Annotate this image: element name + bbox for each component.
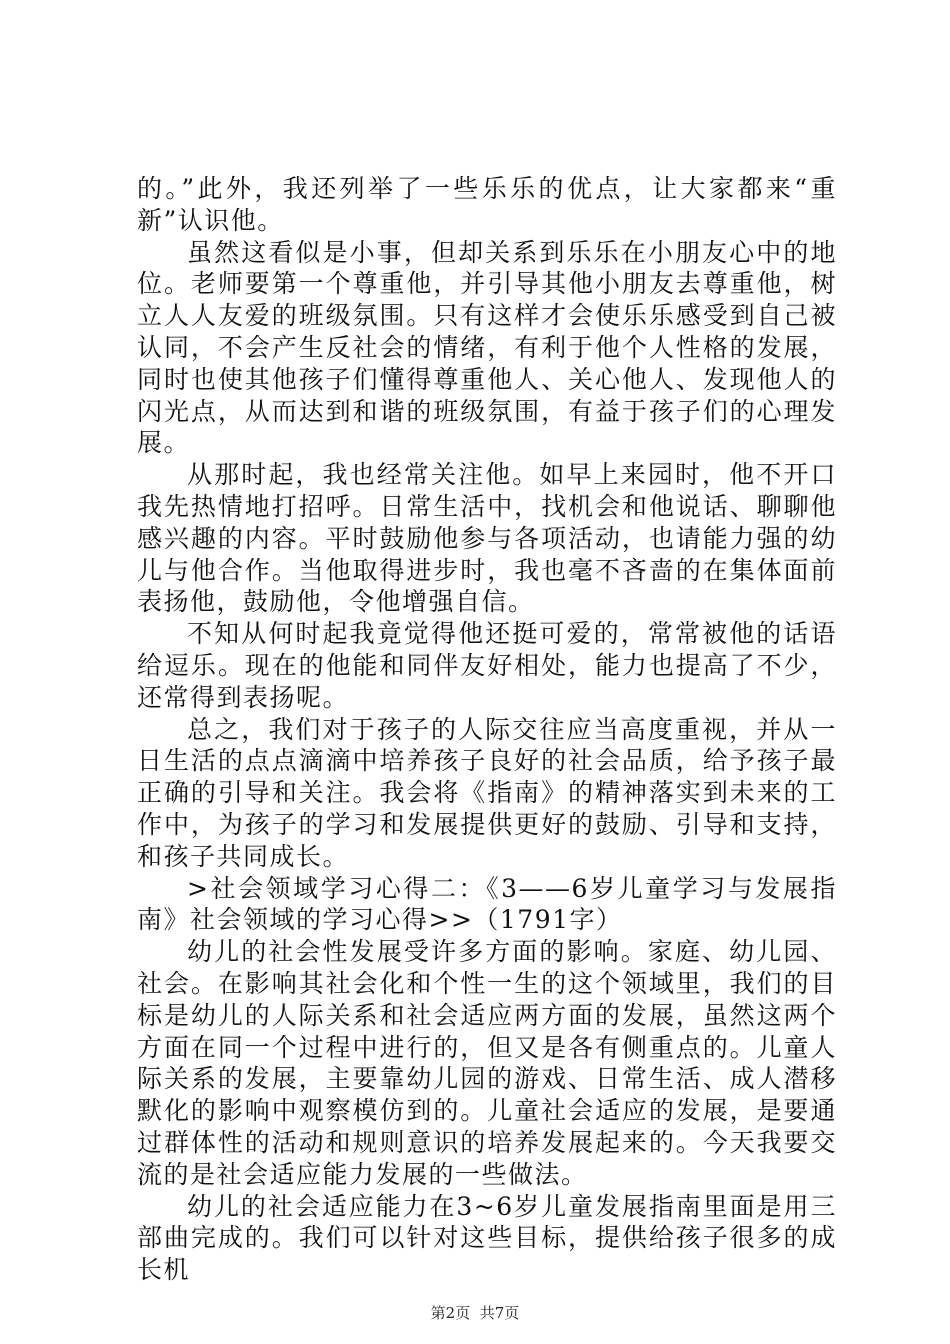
paragraph-1: 的。”此外，我还列举了一些乐乐的优点，让大家都来“重新”认识他。 — [137, 174, 837, 235]
page-total: 共7页 — [479, 1304, 520, 1322]
paragraph-3: 从那时起，我也经常关注他。如早上来园时，他不开口我先热情地打招呼。日常生活中，找机会和他说话、聊聊他感兴趣的内容。平时鼓励他参与各项活动，也请能力强的幼儿与他合作。当他取得进步时，我也毫不吝啬的在集体面前表扬他，鼓励他，令他增强自信。 — [137, 460, 837, 617]
section-heading: >社会领域学习心得二：《3——6岁儿童学习与发展指南》社会领域的学习心得>>（1791字） — [137, 873, 837, 935]
paragraph-8: 幼儿的社会适应能力在3~6岁儿童发展指南里面是用三部曲完成的。我们可以针对这些目标，提供给孩子很多的成长机 — [137, 1191, 837, 1285]
footer-separator — [470, 1304, 480, 1322]
document-body — [137, 173, 837, 1286]
paragraph-4: 不知从何时起我竟觉得他还挺可爱的，常常被他的话语给逗乐。现在的他能和同伴友好相处，能力也提高了不少，还常得到表扬呢。 — [137, 619, 837, 712]
page-number: 第2页 — [430, 1304, 471, 1322]
paragraph-2: 虽然这看似是小事，但却关系到乐乐在小朋友心中的地位。老师要第一个尊重他，并引导其他小朋友去尊重他，树立人人友爱的班级氛围。只有这样才会使乐乐感受到自己被认同，不会产生反社会的情绪，有利于他个人性格的发展，同时也使其他孩子们懂得尊重他人、关心他人、发现他人的闪光点，从而达到和谐的班级氛围，有益于孩子们的心理发展。 — [137, 237, 837, 458]
paragraph-7: 幼儿的社会性发展受许多方面的影响。家庭、幼儿园、社会。在影响其社会化和个性一生的这个领域里，我们的目标是幼儿的人际关系和社会适应两方面的发展，虽然这两个方面在同一个过程中进行的，但又是各有侧重点的。儿童人际关系的发展，主要靠幼儿园的游戏、日常生活、成人潜移默化的影响中观察模仿到的。儿童社会适应的发展，是要通过群体性的活动和规则意识的培养发展起来的。今天我要交流的是社会适应能力发展的一些做法。 — [137, 937, 837, 1189]
paragraph-5: 总之，我们对于孩子的人际交往应当高度重视，并从一日生活的点点滴滴中培养孩子良好的社会品质，给予孩子最正确的引导和关注。我会将《指南》的精神落实到未来的工作中，为孩子的学习和发展提供更好的鼓励、引导和支持，和孩子共同成长。 — [137, 714, 837, 871]
page-footer — [0, 1303, 950, 1323]
